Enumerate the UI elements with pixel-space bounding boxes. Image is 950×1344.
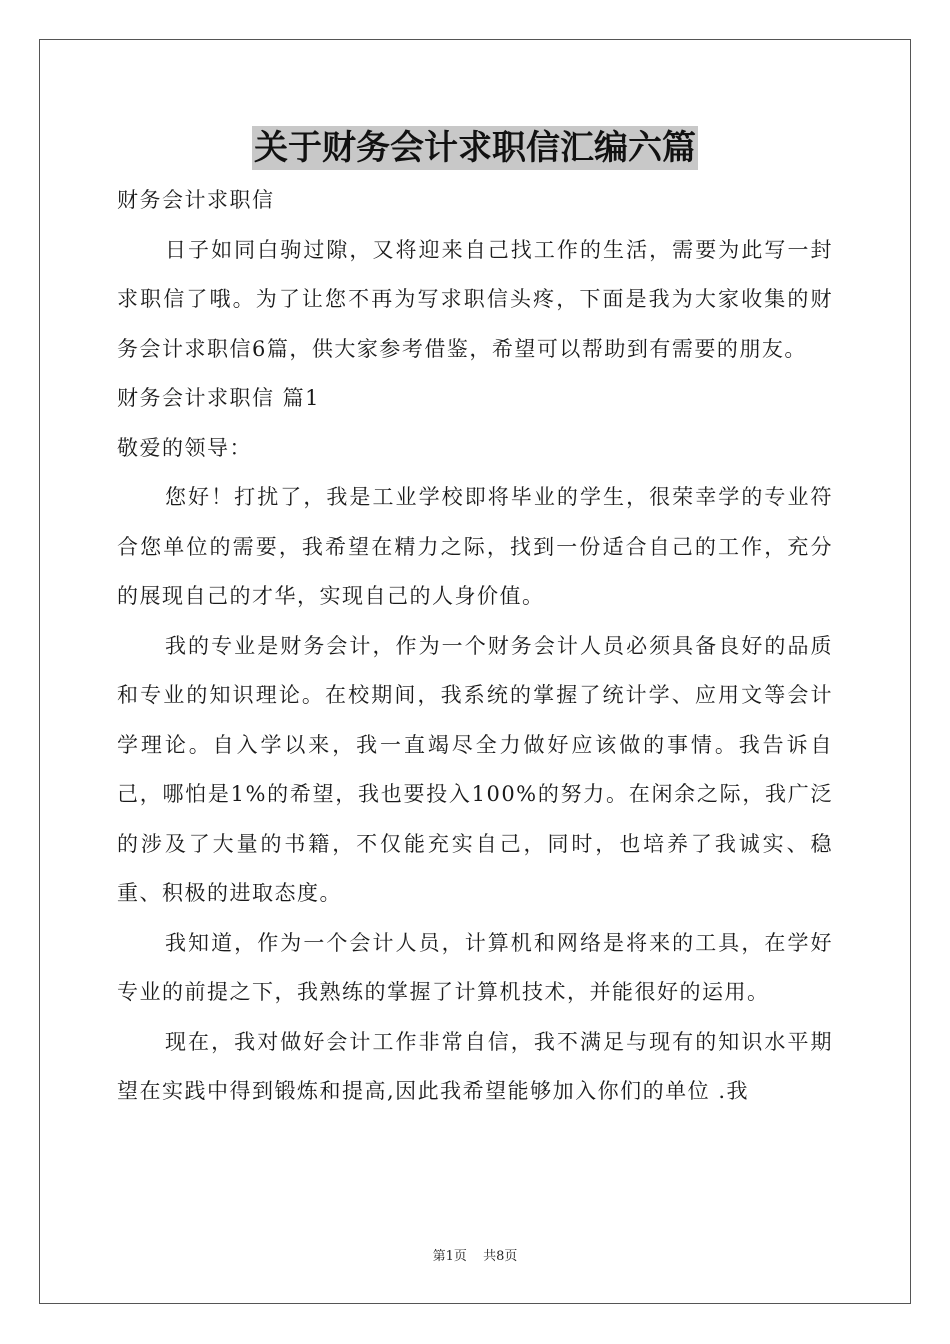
- page-number: 第1页: [432, 1249, 467, 1264]
- body-paragraph: 我的专业是财务会计，作为一个财务会计人员必须具备良好的品质和专业的知识理论。在校期间，我系统的掌握了统计学、应用文等会计学理论。自入学以来，我一直竭尽全力做好应该做的事情。我告诉自己，哪怕是1%的希望，我也要投入100%的努力。在闲余之际，我广泛的涉及了大量的书籍，不仅能充实自己，同时，也培养了我诚实、稳重、积极的进取态度。: [117, 633, 833, 905]
- document-body: [117, 176, 833, 1117]
- section-heading: 财务会计求职信: [117, 188, 275, 212]
- salutation: 敬爱的领导：: [117, 435, 252, 460]
- intro-paragraph: 日子如同白驹过隙，又将迎来自己找工作的生活，需要为此写一封求职信了哦。为了让您不再为写求职信头疼，下面是我为大家收集的财务会计求职信6篇，供大家参考借鉴，希望可以帮助到有需要的朋友。: [117, 237, 833, 361]
- body-paragraph: 我知道，作为一个会计人员，计算机和网络是将来的工具，在学好专业的前提之下，我熟练的掌握了计算机技术，并能很好的运用。: [117, 930, 833, 1004]
- body-paragraph: 现在，我对做好会计工作非常自信，我不满足与现有的知识水平期望在实践中得到锻炼和提高,因此我希望能够加入你们的单位 .我: [117, 1029, 833, 1103]
- page-total: 共8页: [483, 1249, 518, 1264]
- title-wrap: [0, 126, 950, 170]
- document-title: 关于财务会计求职信汇编六篇: [254, 128, 696, 168]
- letter-heading: 财务会计求职信 篇1: [117, 386, 321, 410]
- page-footer: [0, 1245, 950, 1264]
- body-paragraph: 您好！打扰了，我是工业学校即将毕业的学生，很荣幸学的专业符合您单位的需要，我希望在精力之际，找到一份适合自己的工作，充分的展现自己的才华，实现自己的人身价值。: [117, 485, 833, 608]
